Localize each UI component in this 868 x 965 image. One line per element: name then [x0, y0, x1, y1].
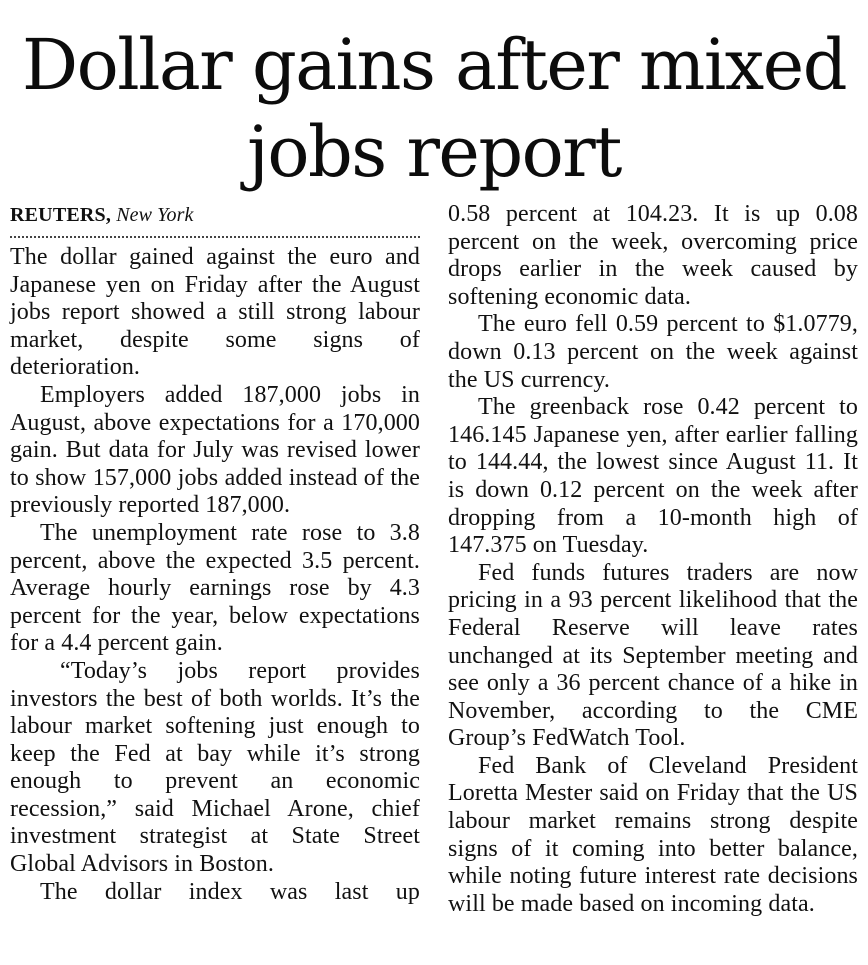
paragraph: “Today’s jobs report provides investors the best of both worlds. It’s the labour market softening just enough to keep the Fed at bay while it’s strong enough to prevent an economic recession,” said Michael Arone, chief investment strategist at State Street Global Advisors in Boston.: [10, 657, 420, 878]
article-column-right: [448, 201, 858, 918]
paragraph: 0.58 percent at 104.23. It is up 0.08 percent on the week, overcoming price drops earlier in the week caused by softening economic data.: [448, 201, 858, 310]
paragraph: The greenback rose 0.42 percent to 146.145 Japanese yen, after earlier falling to 144.44, the lowest since August 11. It is down 0.12 percent on the week after dropping from a 10-month high of 147.375 on Tuesday.: [448, 394, 858, 559]
paragraph: Employers added 187,000 jobs in August, above expectations for a 170,000 gain. But data for July was revised lower to show 157,000 jobs added instead of the previously reported 187,000.: [10, 381, 420, 519]
byline: [10, 202, 420, 238]
headline: Dollar gains after mixed jobs report: [21, 24, 847, 193]
paragraph: The euro fell 0.59 percent to $1.0779, down 0.13 percent on the week against the US currency.: [448, 311, 858, 393]
byline-agency: REUTERS,: [10, 204, 112, 226]
paragraph: The dollar gained against the euro and Japanese yen on Friday after the August jobs report showed a still strong labour market, despite some signs of deterioration.: [10, 244, 420, 381]
article-column-left: [10, 202, 420, 906]
paragraph: Fed Bank of Cleveland President Loretta Mester said on Friday that the US labour market remains strong despite signs of it coming into better balance, while noting future interest rate decisions will be made based on incoming data.: [448, 752, 858, 917]
paragraph: The dollar index was last up: [40, 878, 420, 905]
paragraph: The unemployment rate rose to 3.8 percent, above the expected 3.5 percent. Average hourly earnings rose by 4.3 percent for the year, below expectations for a 4.4 percent gain.: [10, 519, 420, 657]
paragraph: Fed funds futures traders are now pricing in a 93 percent likelihood that the Federal Reserve will leave rates unchanged at its September meeting and see only a 36 percent chance of a hike in November, according to the CME Group’s FedWatch Tool.: [448, 559, 858, 752]
byline-location: New York: [116, 204, 194, 226]
